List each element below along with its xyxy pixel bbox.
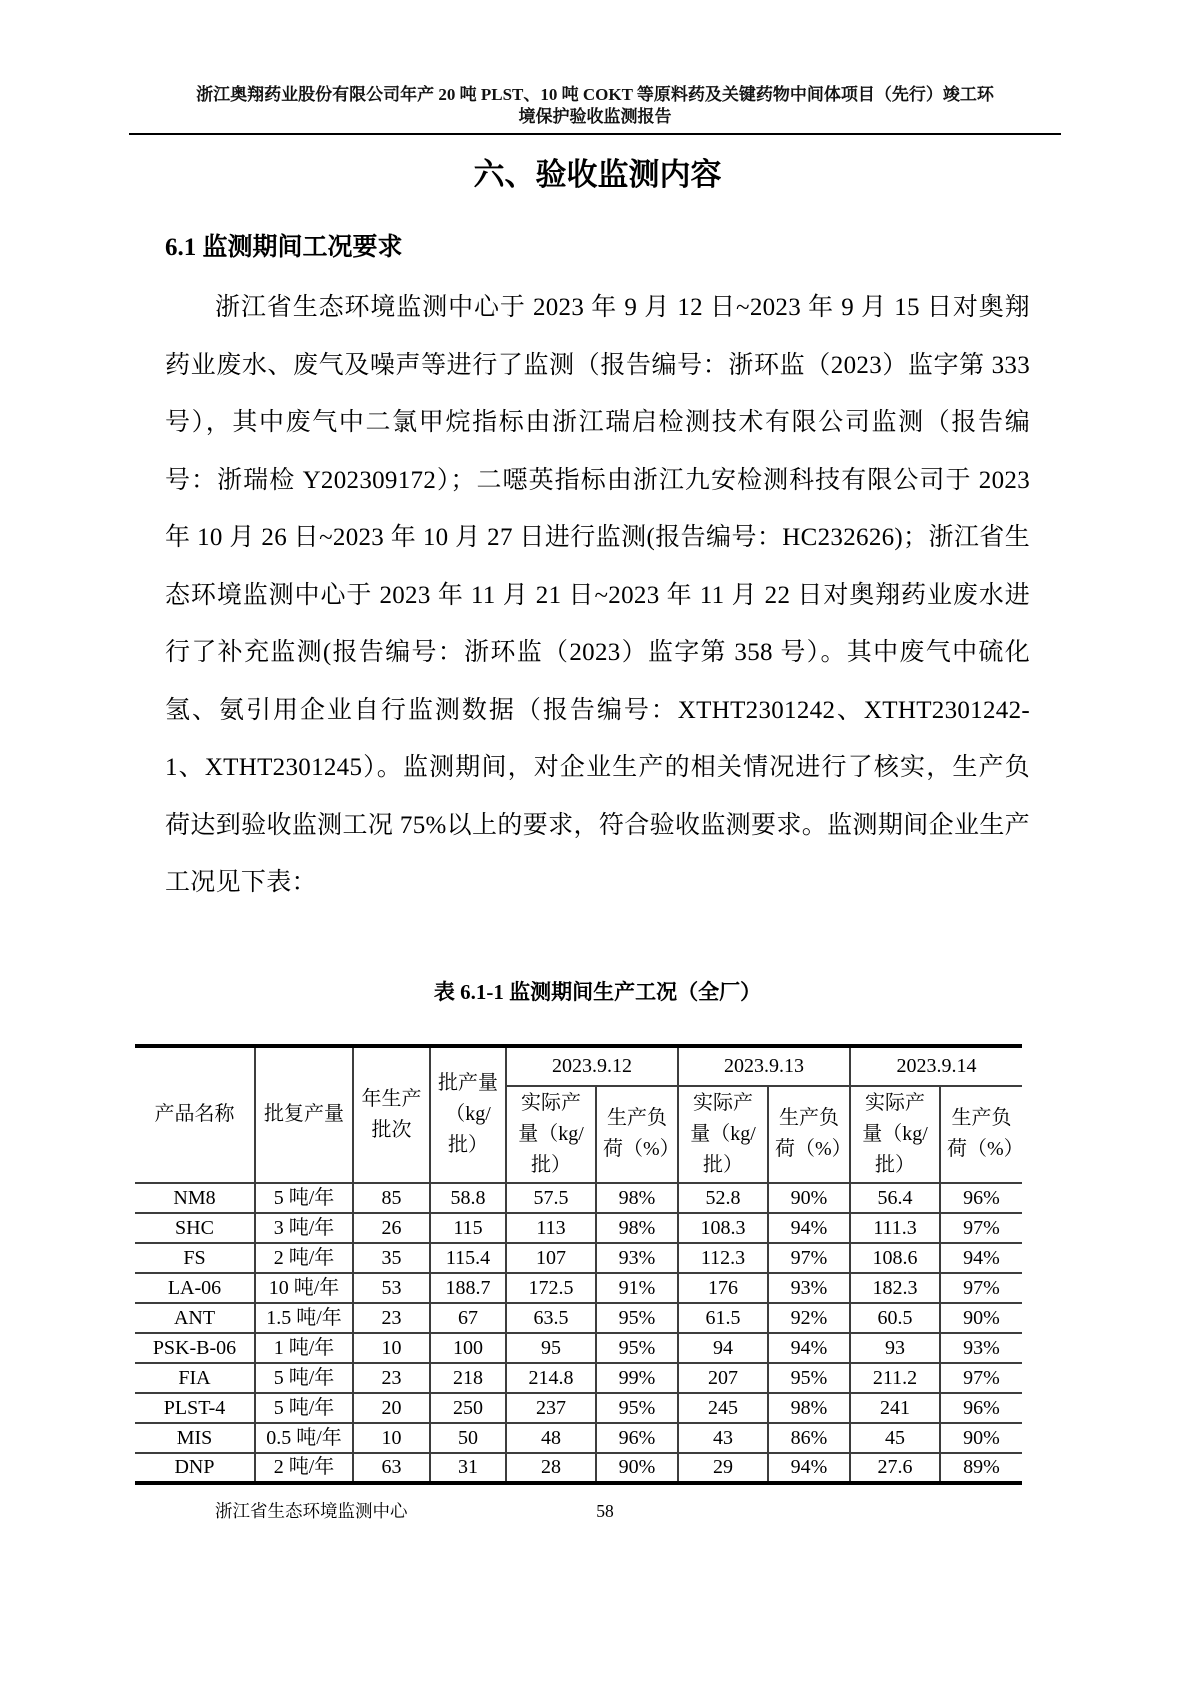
table-cell: 2 吨/年: [255, 1243, 353, 1273]
table-cell: 98%: [596, 1213, 678, 1243]
table-row: [135, 1423, 1022, 1453]
table-cell: 93%: [596, 1243, 678, 1273]
table-cell: LA-06: [135, 1273, 255, 1303]
table-cell: PSK-B-06: [135, 1333, 255, 1363]
table-cell: 95%: [768, 1363, 850, 1393]
col-header-production-load-2: 生产负荷（%）: [768, 1086, 850, 1183]
table-cell: 95%: [596, 1333, 678, 1363]
table-cell: 188.7: [430, 1273, 506, 1303]
table-cell: 94%: [940, 1243, 1022, 1273]
table-cell: 218: [430, 1363, 506, 1393]
table-cell: 10 吨/年: [255, 1273, 353, 1303]
table-cell: ANT: [135, 1303, 255, 1333]
table-cell: SHC: [135, 1213, 255, 1243]
table-cell: 94%: [768, 1213, 850, 1243]
table-cell: 214.8: [506, 1363, 596, 1393]
table-cell: 176: [678, 1273, 768, 1303]
col-header-batch-output: 批产量（kg/批）: [430, 1046, 506, 1183]
table-cell: 27.6: [850, 1453, 940, 1483]
table-row: [135, 1303, 1022, 1333]
table-cell: 35: [353, 1243, 430, 1273]
table-cell: 56.4: [850, 1183, 940, 1213]
table-cell: 1.5 吨/年: [255, 1303, 353, 1333]
page-number: 58: [596, 1500, 614, 1521]
table-cell: 95%: [596, 1393, 678, 1423]
table-row: [135, 1393, 1022, 1423]
table-row: [135, 1453, 1022, 1483]
table-cell: 0.5 吨/年: [255, 1423, 353, 1453]
table-title: 表 6.1-1 监测期间生产工况（全厂）: [433, 979, 762, 1004]
table-row: [135, 1243, 1022, 1273]
table-cell: 95%: [596, 1303, 678, 1333]
col-header-actual-output-3: 实际产量（kg/批）: [850, 1086, 940, 1183]
table-cell: 58.8: [430, 1183, 506, 1213]
table-cell: 245: [678, 1393, 768, 1423]
table-header-row-dates: [135, 1046, 1022, 1086]
table-cell: 95: [506, 1333, 596, 1363]
table-cell: 91%: [596, 1273, 678, 1303]
table-cell: 5 吨/年: [255, 1183, 353, 1213]
section-heading: 6.1 监测期间工况要求: [165, 234, 403, 261]
table-cell: 63.5: [506, 1303, 596, 1333]
table-cell: 60.5: [850, 1303, 940, 1333]
table-cell: 50: [430, 1423, 506, 1453]
table-body: [135, 1183, 1022, 1483]
table-cell: 85: [353, 1183, 430, 1213]
table-cell: 108.6: [850, 1243, 940, 1273]
table-cell: 23: [353, 1363, 430, 1393]
table-cell: 89%: [940, 1453, 1022, 1483]
table-cell: 45: [850, 1423, 940, 1453]
table-row: [135, 1333, 1022, 1363]
table-cell: 43: [678, 1423, 768, 1453]
table-cell: 107: [506, 1243, 596, 1273]
table-cell: 5 吨/年: [255, 1393, 353, 1423]
table-cell: 97%: [768, 1243, 850, 1273]
col-header-approved-output: 批复产量: [255, 1046, 353, 1183]
table-row: [135, 1213, 1022, 1243]
table-cell: 3 吨/年: [255, 1213, 353, 1243]
page-header-line1: 浙江奥翔药业股份有限公司年产 20 吨 PLST、10 吨 COKT 等原料药及关键药物中间体项目（先行）竣工环: [196, 85, 994, 104]
table-cell: 97%: [940, 1273, 1022, 1303]
page-footer: [0, 1500, 1190, 1522]
table-cell: 1 吨/年: [255, 1333, 353, 1363]
table-cell: 53: [353, 1273, 430, 1303]
table-cell: 211.2: [850, 1363, 940, 1393]
table-cell: 2 吨/年: [255, 1453, 353, 1483]
table-cell: MIS: [135, 1423, 255, 1453]
table-cell: 99%: [596, 1363, 678, 1393]
table-cell: 90%: [596, 1453, 678, 1483]
table-row: [135, 1183, 1022, 1213]
page-header: [125, 0, 1065, 128]
table-cell: 113: [506, 1213, 596, 1243]
table-cell: 237: [506, 1393, 596, 1423]
page-header-line2: 境保护验收监测报告: [518, 107, 672, 126]
table-cell: 182.3: [850, 1273, 940, 1303]
table-cell: 10: [353, 1333, 430, 1363]
table-cell: 67: [430, 1303, 506, 1333]
table-cell: FIA: [135, 1363, 255, 1393]
table-cell: 57.5: [506, 1183, 596, 1213]
col-header-date-3: 2023.9.14: [850, 1046, 1022, 1086]
table-cell: 98%: [596, 1183, 678, 1213]
table-cell: 98%: [768, 1393, 850, 1423]
table-cell: 10: [353, 1423, 430, 1453]
table-cell: 97%: [940, 1213, 1022, 1243]
table-cell: 207: [678, 1363, 768, 1393]
table-cell: 94%: [768, 1453, 850, 1483]
footer-organization: 浙江省生态环境监测中心: [215, 1500, 408, 1521]
table-cell: 93: [850, 1333, 940, 1363]
table-cell: 90%: [940, 1303, 1022, 1333]
table-cell: 108.3: [678, 1213, 768, 1243]
table-cell: 52.8: [678, 1183, 768, 1213]
production-status-table: [135, 1044, 1022, 1485]
table-cell: 100: [430, 1333, 506, 1363]
table-cell: 97%: [940, 1363, 1022, 1393]
table-cell: 20: [353, 1393, 430, 1423]
table-cell: 28: [506, 1453, 596, 1483]
table-cell: 31: [430, 1453, 506, 1483]
col-header-date-2: 2023.9.13: [678, 1046, 850, 1086]
table-cell: 63: [353, 1453, 430, 1483]
table-cell: NM8: [135, 1183, 255, 1213]
col-header-actual-output-1: 实际产量（kg/批）: [506, 1086, 596, 1183]
header-divider: [129, 133, 1061, 135]
table-cell: 93%: [940, 1333, 1022, 1363]
table-cell: 111.3: [850, 1213, 940, 1243]
chapter-title: 六、验收监测内容: [473, 157, 722, 192]
table-cell: 90%: [768, 1183, 850, 1213]
table-cell: 96%: [940, 1183, 1022, 1213]
table-cell: 94: [678, 1333, 768, 1363]
table-cell: 94%: [768, 1333, 850, 1363]
table-cell: 86%: [768, 1423, 850, 1453]
table-cell: 96%: [940, 1393, 1022, 1423]
table-cell: 241: [850, 1393, 940, 1423]
col-header-annual-batches: 年生产批次: [353, 1046, 430, 1183]
table-cell: 61.5: [678, 1303, 768, 1333]
table-cell: DNP: [135, 1453, 255, 1483]
col-header-actual-output-2: 实际产量（kg/批）: [678, 1086, 768, 1183]
table-row: [135, 1273, 1022, 1303]
col-header-production-load-3: 生产负荷（%）: [940, 1086, 1022, 1183]
table-cell: 29: [678, 1453, 768, 1483]
table-cell: 26: [353, 1213, 430, 1243]
table-cell: 92%: [768, 1303, 850, 1333]
content-area: [165, 157, 1030, 912]
table-cell: 23: [353, 1303, 430, 1333]
table-cell: 90%: [940, 1423, 1022, 1453]
table-cell: 5 吨/年: [255, 1363, 353, 1393]
table-cell: FS: [135, 1243, 255, 1273]
table-cell: 250: [430, 1393, 506, 1423]
table-cell: 96%: [596, 1423, 678, 1453]
table-header: [135, 1046, 1022, 1183]
table-cell: 112.3: [678, 1243, 768, 1273]
table-cell: 93%: [768, 1273, 850, 1303]
table-row: [135, 1363, 1022, 1393]
col-header-production-load-1: 生产负荷（%）: [596, 1086, 678, 1183]
table-cell: 172.5: [506, 1273, 596, 1303]
table-cell: 48: [506, 1423, 596, 1453]
table-cell: PLST-4: [135, 1393, 255, 1423]
col-header-date-1: 2023.9.12: [506, 1046, 678, 1086]
table-cell: 115.4: [430, 1243, 506, 1273]
body-paragraph: 浙江省生态环境监测中心于 2023 年 9 月 12 日~2023 年 9 月 15 日对奥翔药业废水、废气及噪声等进行了监测（报告编号：浙环监（2023）监字第 333 号），其中废气中二氯甲烷指标由浙江瑞启检测技术有限公司监测（报告编号：浙瑞检 Y202309172）；二噁英指标由浙江九安检测科技有限公司于 2023 年 10 月 26 日~2023 年 10 月 27 日进行监测(报告编号：HC232626)；浙江省生态环境监测中心于 2023 年 11 月 21 日~2023 年 11 月 22 日对奥翔药业废水进行了补充监测(报告编号：浙环监（2023）监字第 358 号）。其中废气中硫化氢、氨引用企业自行监测数据（报告编号：XTHT2301242、XTHT2301242-1、XTHT2301245）。监测期间，对企业生产的相关情况进行了核实，生产负荷达到验收监测工况 75%以上的要求，符合验收监测要求。监测期间企业生产工况见下表：: [165, 294, 1030, 896]
col-header-product: 产品名称: [135, 1046, 255, 1183]
table-cell: 115: [430, 1213, 506, 1243]
